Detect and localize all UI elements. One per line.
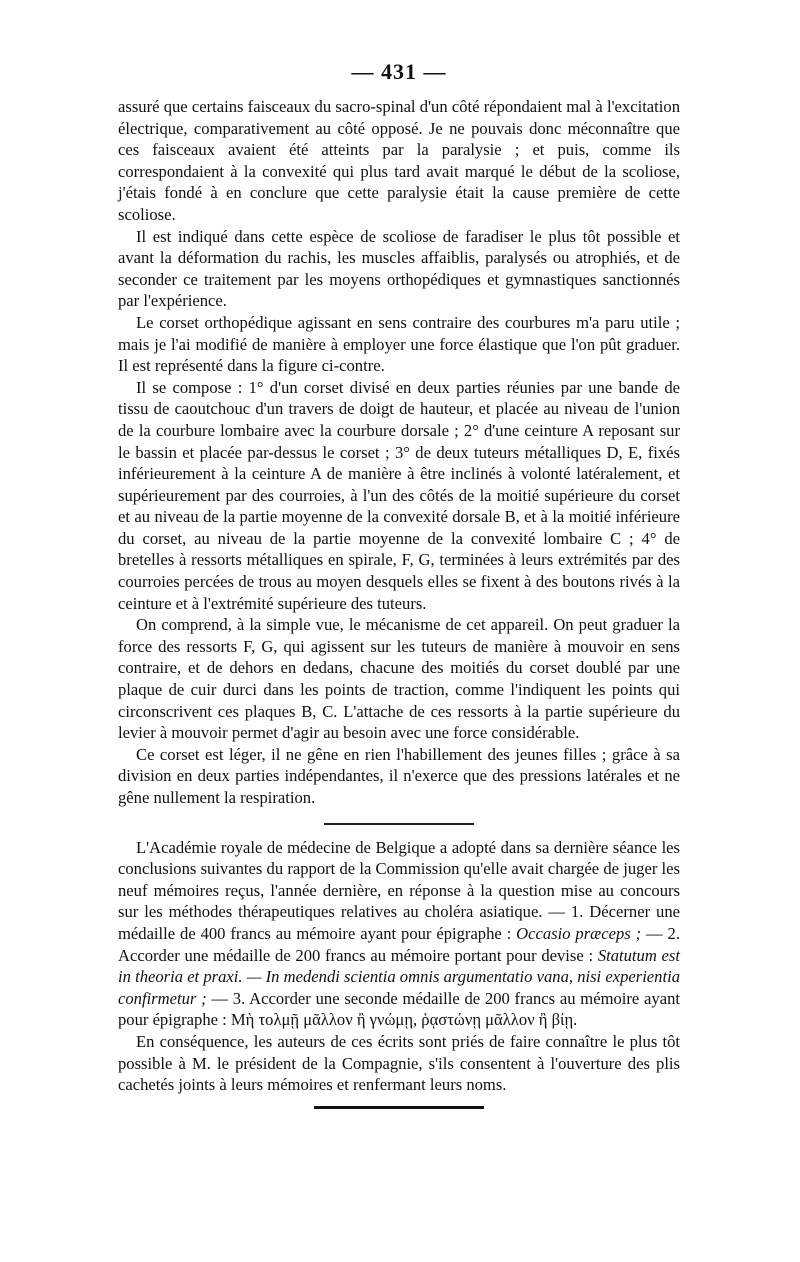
academy-text-part3: — 3. Accorder une seconde médaille de 200 francs au mémoire ayant pour épigraphe : (118, 988, 680, 1030)
paragraph-corset-benefits: Ce corset est léger, il ne gêne en rien l'habillement des jeunes filles ; grâce à sa division en deux parties indépendantes, il n'exerce que des pressions latérales et ne gêne nullement la respiration. (118, 744, 680, 807)
document-page (118, 58, 680, 1109)
paragraph-academy-conclusions (118, 837, 680, 1031)
paragraph-authors-request: En conséquence, les auteurs de ces écrits sont priés de faire connaître le plus tôt possible à M. le président de la Compagnie, s'ils consentent à l'ouverture des plis cachetés joints à leurs mémoires et renfermant leurs noms. (118, 1031, 680, 1095)
section-divider (324, 823, 474, 825)
academy-notice-section (118, 837, 680, 1096)
academy-text-part1: L'Académie royale de médecine de Belgique a adopté dans sa dernière séance les conclusions suivantes du rapport de la Commission qu'elle avait chargée de juger les neuf mémoires reçus, l'année dernière, en réponse à la question mise au concours sur les méthodes thérapeutiques relatives au choléra asiatique. — 1. Décerner une médaille de 400 francs au mémoire ayant pour épigraphe : (118, 837, 680, 943)
page-number: — 431 — (351, 59, 447, 84)
paragraph-corset-composition: Il se compose : 1° d'un corset divisé en deux parties réunies par une bande de tissu de caoutchouc d'un travers de doigt de hauteur, et placée au niveau de l'union de la courbure lombaire avec la courbure dorsale ; 2° d'une ceinture A reposant sur le bassin et placée par-dessus le corset ; 3° de deux tuteurs métalliques D, E, fixés inférieurement à la ceinture A de manière à être inclinés à volonté latéralement, et supérieurement par des courroies, à l'un des côtés de la moitié supérieure du corset et au niveau de la partie moyenne de la convexité dorsale B, et à la moitié inférieure du corset, au niveau de la partie moyenne de la convexité lombaire C ; 4° de bretelles à ressorts métalliques en spirale, F, G, terminées à leurs extrémités par des courroies percées de trous au moyen desquels elles se fixent à des boutons rivés à la ceinture et à l'extrémité supérieure des tuteurs. (118, 377, 680, 613)
paragraph-corset-mechanism: On comprend, à la simple vue, le mécanisme de cet appareil. On peut graduer la force des ressorts F, G, qui agissent sur les tuteurs de manière à mouvoir en sens contraire, et de dehors en dedans, chacune des moitiés du corset doublé par une plaque de cuir durci dans les points de traction, comme l'indiquent les points qui circonscrivent ces plaques B, C. L'attache de ces ressorts à la partie supérieure du levier à mouvoir permet d'agir au besoin avec une force considérable. (118, 615, 680, 743)
paragraph-faradisation: Il est indiqué dans cette espèce de scoliose de faradiser le plus tôt possible et avant la déformation du rachis, les muscles affaiblis, paralysés ou atrophiés, et de seconder ce traitement par les moyens orthopédiques et gymnastiques sanctionnés par l'expérience. (118, 226, 680, 311)
epigraph-occasio: Occasio præceps ; (516, 923, 642, 943)
epigraph-statutum: Statutum est in theoria et praxi. — In medendi scientia omnis argumentatio vana, nisi experientia confirmetur ; (118, 945, 680, 1008)
epigraph-greek: Μὴ τολμῇ μᾶλλον ἢ γνώμῃ, ῥᾳστώνῃ μᾶλλον ἢ βίῃ. (230, 1010, 578, 1030)
paragraph-scoliosis-cause: assuré que certains faisceaux du sacro-spinal d'un côté répondaient mal à l'excitation électrique, comparativement au côté opposé. Je ne pouvais donc méconnaître que ces faisceaux avaient été atteints par la paralysie ; et puis, comme ils correspondaient à la convexité qui plus tard avait marqué le début de la scoliose, j'étais fondé à en conclure que cette paralysie était la cause première de cette scoliose. (118, 97, 680, 224)
corset-section (118, 96, 680, 809)
end-divider (314, 1106, 484, 1109)
paragraph-corset-intro: Le corset orthopédique agissant en sens contraire des courbures m'a paru utile ; mais je l'ai modifié de manière à employer une force élastique que l'on pût graduer. Il est représenté dans la figure ci-contre. (118, 312, 680, 376)
academy-text-part2: — 2. Accorder une médaille de 200 francs au mémoire portant pour devise : (118, 923, 680, 965)
